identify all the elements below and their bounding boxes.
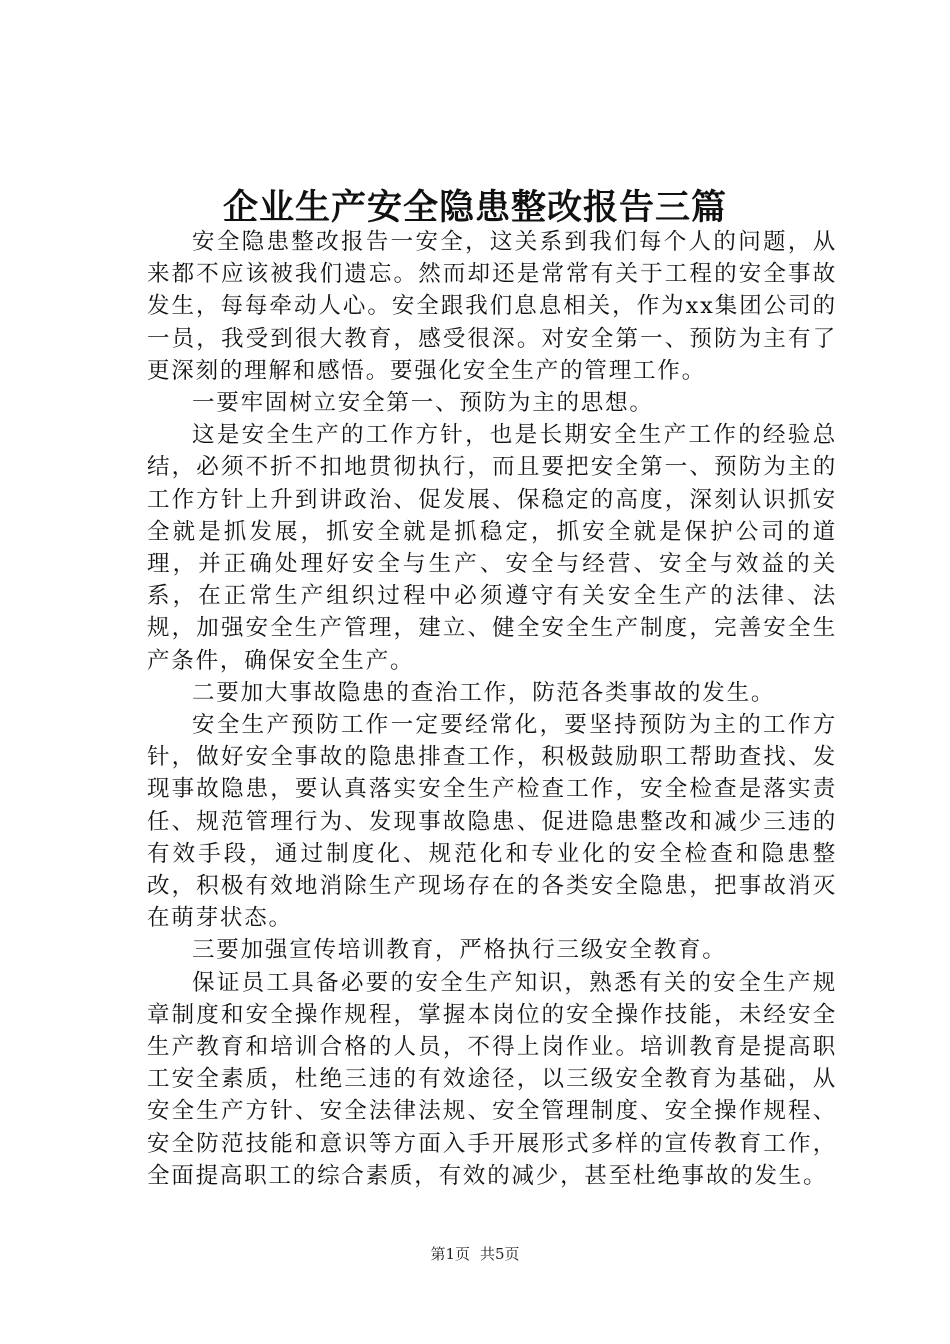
paragraph-body-1: 这是安全生产的工作方针，也是长期安全生产工作的经验总结，必须不折不扣地贯彻执行，而且要把安全第一、预防为主的工作方针上升到讲政治、促发展、保稳定的高度，深刻认识抓安全就是抓发展，抓安全就是抓稳定，抓安全就是保护公司的道理，并正确处理好安全与生产、安全与经营、安全与效益的关系，在正常生产组织过程中必须遵守有关安全生产的法律、法规，加强安全生产管理，建立、健全安全生产制度，完善安全生产条件，确保安全生产。 <box>147 422 837 674</box>
paragraph-heading-2: 二要加大事故隐患的查治工作，防范各类事故的发生。 <box>192 679 776 706</box>
paragraph-intro: 安全隐患整改报告一安全，这关系到我们每个人的问题，从来都不应该被我们遗忘。然而却还是常常有关于工程的安全事故发生，每每牵动人心。安全跟我们息息相关，作为xx集团公司的一员，我受到很大教育，感受很深。对安全第一、预防为主有了更深刻的理解和感悟。要强化安全生产的管理工作。 <box>147 229 837 384</box>
page-footer <box>0 1244 950 1264</box>
paragraph-body-3: 保证员工具备必要的安全生产知识，熟悉有关的安全生产规章制度和安全操作规程，掌握本岗位的安全操作技能，未经安全生产教育和培训合格的人员，不得上岗作业。培训教育是提高职工安全素质，杜绝三违的有效途径，以三级安全教育为基础，从安全生产方针、安全法律法规、安全管理制度、安全操作规程、安全防范技能和意识等方面入手开展形式多样的宣传教育工作，全面提高职工的综合素质，有效的减少，甚至杜绝事故的发生。 <box>147 969 837 1189</box>
document-body <box>147 226 837 1192</box>
page-number: 第1页 <box>430 1245 470 1263</box>
paragraph-body-2: 安全生产预防工作一定要经常化，要坚持预防为主的工作方针，做好安全事故的隐患排查工作，积极鼓励职工帮助查找、发现事故隐患，要认真落实安全生产检查工作，安全检查是落实责任、规范管理行为、发现事故隐患、促进隐患整改和减少三违的有效手段，通过制度化、规范化和专业化的安全检查和隐患整改，积极有效地消除生产现场存在的各类安全隐患，把事故消灭在萌芽状态。 <box>147 712 837 932</box>
paragraph-heading-1: 一要牢固树立安全第一、预防为主的思想。 <box>192 390 654 417</box>
paragraph-heading-3: 三要加强宣传培训教育，严格执行三级安全教育。 <box>192 937 727 964</box>
document-title: 企业生产安全隐患整改报告三篇 <box>222 187 727 228</box>
page-total: 共5页 <box>480 1245 520 1263</box>
